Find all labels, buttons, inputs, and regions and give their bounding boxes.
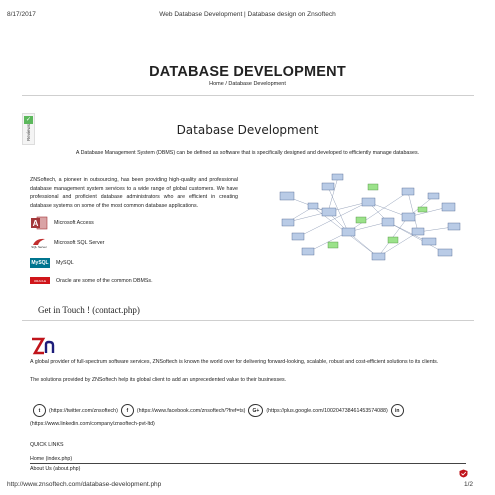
- database-schema-diagram: [268, 172, 468, 272]
- breadcrumb[interactable]: Home / Database Development: [209, 81, 286, 87]
- db-label-mysql: MySQL: [56, 260, 74, 266]
- linkedin-link[interactable]: (https://www.linkedin.com/company/znsoftech-pvt-ltd): [30, 421, 155, 427]
- divider: [30, 463, 466, 464]
- list-item: [30, 236, 104, 250]
- google-plus-icon[interactable]: G+: [248, 404, 263, 417]
- sql-server-logo-text: SQL Server: [31, 244, 47, 249]
- list-item: [30, 277, 153, 284]
- linkedin-icon[interactable]: in: [391, 404, 404, 417]
- list-item: [30, 215, 94, 231]
- company-solutions: The solutions provided by ZNSoftech help its global client to add an unprecedented value to their businesses.: [30, 377, 287, 383]
- svg-text:A: A: [32, 219, 39, 228]
- print-date: 8/17/2017: [7, 11, 36, 18]
- reviews-label: Reviews: [26, 123, 31, 141]
- print-url: http://www.znsoftech.com/database-development.php: [7, 481, 162, 488]
- quick-links-title: QUICK LINKS: [30, 442, 64, 448]
- section-heading: Database Development: [176, 123, 319, 137]
- company-description: A global provider of full-spectrum software services, ZNSoftech is known the world over for delivering forward-looking, scalable, robust and cost-efficient solutions to its clients.: [30, 359, 439, 365]
- access-icon: [30, 215, 48, 231]
- sql-server-icon: [30, 236, 48, 250]
- shield-icon[interactable]: [459, 465, 468, 474]
- facebook-link[interactable]: (https://www.facebook.com/znsoftech/?fref=ts): [136, 407, 246, 414]
- znsoftech-logo: [31, 337, 61, 355]
- db-label-sql-server: Microsoft SQL Server: [54, 240, 105, 246]
- social-links: [30, 404, 475, 427]
- db-label-oracle: Oracle are some of the common DBMSs.: [56, 277, 153, 284]
- twitter-icon[interactable]: t: [33, 404, 46, 417]
- page-title: DATABASE DEVELOPMENT: [149, 64, 346, 80]
- company-paragraph: ZNSoftech, a pioneer in outsourcing, has been providing high-quality and professional database management system services to a wide range of global customers. We have professional and proficient database administrators who are efficient in creating database systems on some of the most common database applications.: [30, 177, 238, 209]
- print-page-number: 1/2: [463, 481, 473, 488]
- get-in-touch-link[interactable]: Get in Touch ! (contact.php): [38, 305, 140, 315]
- db-label-access: Microsoft Access: [54, 220, 94, 226]
- intro-text: A Database Management System (DBMS) can be defined as software that is specifically designed and developed to efficiently manage databases.: [75, 150, 420, 156]
- divider: [22, 320, 474, 321]
- about-link[interactable]: About Us (about.php): [30, 466, 81, 472]
- facebook-icon[interactable]: f: [121, 404, 134, 417]
- google-plus-link[interactable]: (https://plus.google.com/100204738461453574088): [266, 407, 388, 414]
- home-link[interactable]: Home (index.php): [30, 456, 73, 462]
- mysql-icon: MySQL: [31, 260, 49, 266]
- list-item: [30, 258, 74, 268]
- check-icon: ✓: [25, 117, 32, 123]
- print-page-title: Web Database Development | Database design on Znsoftech: [159, 11, 336, 18]
- twitter-link[interactable]: (https://twitter.com/znsoftech): [49, 407, 118, 414]
- oracle-icon: ORACLE: [30, 277, 50, 284]
- divider: [22, 95, 474, 96]
